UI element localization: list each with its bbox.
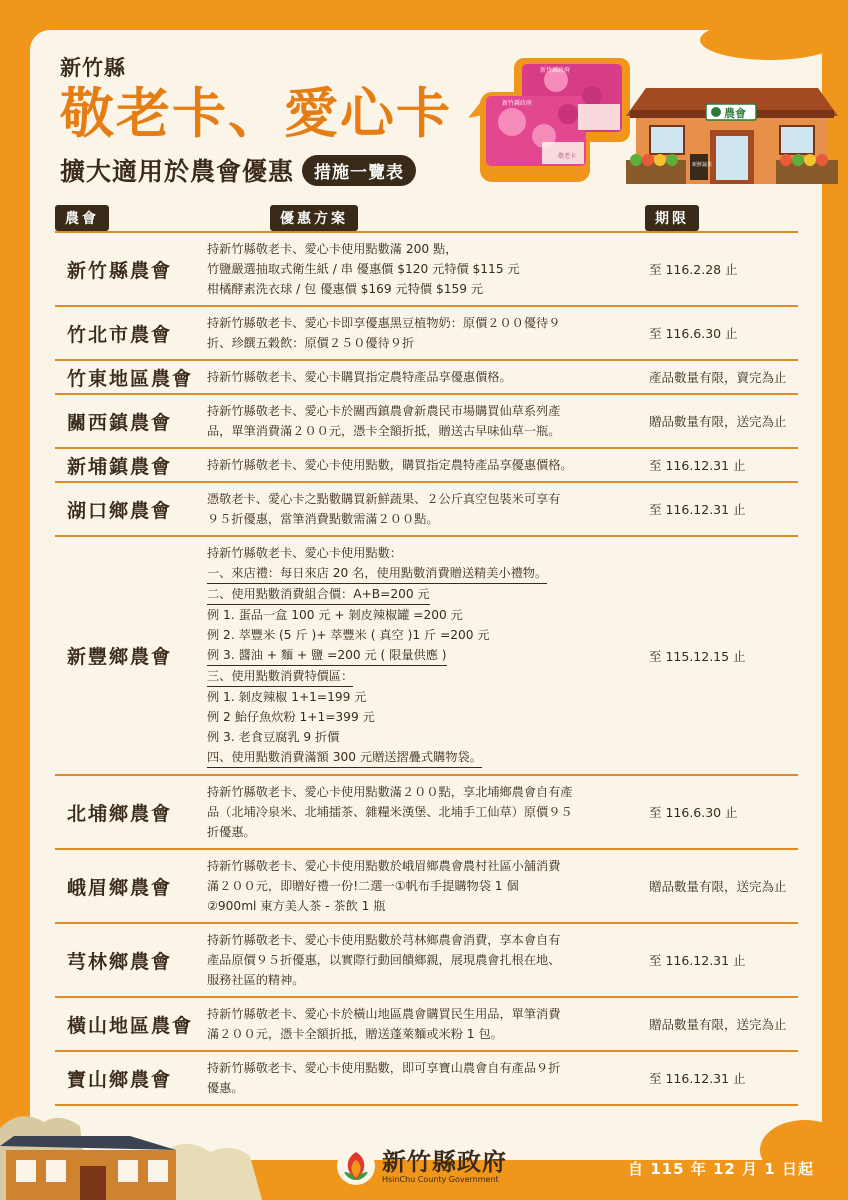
offer-plan <box>207 1052 637 1104</box>
offer-term: 至 116.12.31 止 <box>649 953 746 968</box>
offer-line-text: 滿２００元，即贈好禮一份!二選一①帆布手提購物袋 1 個 <box>207 879 519 893</box>
farmers-association-name: 關西鎮農會 <box>67 411 173 434</box>
leaf-icon <box>336 1146 376 1186</box>
offer-line <box>207 896 637 916</box>
offer-line-text: 服務社區的精神。 <box>207 973 305 987</box>
offer-plan <box>207 483 637 535</box>
offer-line <box>207 645 637 666</box>
offer-line-text: 優惠。 <box>207 1081 244 1095</box>
offer-term: 贈品數量有限，送完為止 <box>649 879 787 894</box>
offer-line <box>207 1078 637 1098</box>
offer-line-text: 例 3. 醬油 + 麵 + 鹽 =200 元 ( 限量供應 ) <box>207 645 447 666</box>
offer-line-text: 憑敬老卡、愛心卡之點數購買新鮮蔬果、２公斤真空包裝米可享有 <box>207 492 561 506</box>
offer-term: 至 116.6.30 止 <box>649 805 738 820</box>
offer-plan <box>207 998 637 1050</box>
offer-line <box>207 509 637 529</box>
logo-chinese: 新竹縣政府 <box>382 1146 507 1176</box>
page-subtitle <box>60 152 416 188</box>
offer-line <box>207 950 637 970</box>
offer-line-text: 三、使用點數消費特價區： <box>207 666 353 687</box>
town-illustration <box>0 1108 330 1200</box>
farmers-association-name: 新埔鎮農會 <box>67 455 173 478</box>
county-name: 新竹縣 <box>60 56 126 80</box>
table-row <box>55 1052 798 1106</box>
shop-illustration <box>626 80 838 188</box>
offer-line-text: ９５折優惠，當筆消費點數需滿２００點。 <box>207 512 439 526</box>
offer-line <box>207 876 637 896</box>
table-row <box>55 233 798 307</box>
offer-line-text: 品，單筆消費滿２００元，憑卡全額折抵，贈送古早味仙草一瓶。 <box>207 424 561 438</box>
offer-line <box>207 625 637 645</box>
farmers-association-name: 新竹縣農會 <box>67 259 173 282</box>
offer-line-text: 持新竹縣敬老卡、愛心卡使用點數： <box>207 546 402 560</box>
logo-text <box>382 1146 507 1184</box>
table-header <box>55 205 798 231</box>
offer-term: 至 116.12.31 止 <box>649 502 746 517</box>
table-row <box>55 998 798 1052</box>
offer-line-text: 持新竹縣敬老卡、愛心卡於橫山地區農會購買民生用品，單筆消費 <box>207 1007 561 1021</box>
offer-term: 至 116.12.31 止 <box>649 1071 746 1086</box>
table-row <box>55 395 798 449</box>
offer-plan <box>207 307 637 359</box>
table-row <box>55 307 798 361</box>
table-row <box>55 361 798 395</box>
offer-line <box>207 584 637 605</box>
farmers-association-name: 峨眉鄉農會 <box>67 876 173 899</box>
table-row <box>55 537 798 776</box>
table-row <box>55 924 798 998</box>
offer-line <box>207 489 637 509</box>
offer-line-text: 持新竹縣敬老卡、愛心卡即享優惠黑豆植物奶：原價２００優待９ <box>207 316 561 330</box>
farmers-association-name: 新豐鄉農會 <box>67 646 173 668</box>
offer-plan <box>207 537 637 774</box>
farmers-association-name: 北埔鄉農會 <box>67 802 173 825</box>
offer-line-text: 持新竹縣敬老卡、愛心卡使用點數滿２００點，享北埔鄉農會自有產 <box>207 785 573 799</box>
offer-plan <box>207 395 637 447</box>
offer-line <box>207 259 637 279</box>
shop-sign: 農會 <box>724 107 746 120</box>
offer-line <box>207 367 637 387</box>
offer-line-text: 柑橘酵素洗衣球 / 包 優惠價 $169 元特價 $159 元 <box>207 282 484 296</box>
farmers-association-name: 橫山地區農會 <box>67 1014 194 1037</box>
offer-line <box>207 930 637 950</box>
farmers-association-name: 芎林鄉農會 <box>67 950 173 973</box>
farmers-association-name: 湖口鄉農會 <box>67 499 173 522</box>
offer-plan <box>207 776 637 848</box>
offer-line-text: 例 3. 老食豆腐乳 9 折價 <box>207 730 340 744</box>
offer-line <box>207 687 637 707</box>
table-row <box>55 483 798 537</box>
offer-line-text: 持新竹縣敬老卡、愛心卡使用點數於峨眉鄉農會農村社區小舖消費 <box>207 859 561 873</box>
logo-english: HsinChu County Government <box>382 1174 499 1184</box>
offer-term: 至 116.12.31 止 <box>649 458 746 473</box>
offer-line <box>207 802 637 822</box>
offer-term: 至 115.12.15 止 <box>649 648 746 664</box>
offer-line-text: 產品原價９５折優惠，以實際行動回饋鄉親，展現農會扎根在地、 <box>207 953 561 967</box>
offer-line-text: ②900ml 東方美人茶 - 茶飲 1 瓶 <box>207 899 386 913</box>
offer-line-text: 例 2. 萃豐米 (5 斤 )+ 萃豐米 ( 真空 )1 斤 =200 元 <box>207 628 490 642</box>
farmers-association-name: 竹東地區農會 <box>67 367 194 390</box>
offer-term: 至 116.2.28 止 <box>649 262 738 277</box>
offer-line <box>207 313 637 333</box>
offer-plan <box>207 449 637 481</box>
farmers-association-name: 竹北市農會 <box>67 323 173 346</box>
offer-line-text: 例 1. 剝皮辣椒 1+1=199 元 <box>207 690 367 704</box>
offer-term: 產品數量有限，賣完為止 <box>649 370 787 385</box>
offer-line-text: 二、使用點數消費組合價：A+B=200 元 <box>207 584 430 605</box>
offer-line-text: 一、來店禮：每日來店 20 名，使用點數消費贈送精美小禮物。 <box>207 563 547 584</box>
offer-line-text: 持新竹縣敬老卡、愛心卡使用點數，即可享寶山農會自有產品９折 <box>207 1061 561 1075</box>
offer-line <box>207 707 637 727</box>
col-header-term: 期限 <box>645 205 699 231</box>
offer-line-text: 折、珍饌五穀飲：原價２５０優待９折 <box>207 336 415 350</box>
offer-plan <box>207 924 637 996</box>
offer-table <box>55 231 798 1106</box>
col-header-name: 農會 <box>55 205 109 231</box>
card-label-front: 新竹縣政府 <box>502 100 533 107</box>
offer-plan <box>207 233 637 305</box>
offer-line-text: 竹鹽嚴選抽取式衛生紙 / 串 優惠價 $120 元特價 $115 元 <box>207 262 520 276</box>
offer-line <box>207 782 637 802</box>
offer-line-text: 例 2 鮐仔魚炊粉 1+1=399 元 <box>207 710 375 724</box>
offer-line <box>207 605 637 625</box>
page-title: 敬老卡、愛心卡 <box>60 82 452 145</box>
offer-line <box>207 1058 637 1078</box>
offer-line-text: 持新竹縣敬老卡、愛心卡使用點數，購買指定農特產品享優惠價格。 <box>207 458 573 472</box>
offer-term: 至 116.6.30 止 <box>649 326 738 341</box>
offer-line <box>207 279 637 299</box>
offer-line <box>207 970 637 990</box>
table-row <box>55 850 798 924</box>
card-label-side: 敬老卡 <box>558 153 577 160</box>
offer-line-text: 持新竹縣敬老卡、愛心卡於關西鎮農會新農民市場購買仙草系列產 <box>207 404 561 418</box>
offer-term: 贈品數量有限，送完為止 <box>649 414 787 429</box>
offer-line <box>207 1024 637 1044</box>
offer-line-text: 四、使用點數消費滿額 300 元贈送摺疊式購物袋。 <box>207 747 482 768</box>
government-logo <box>336 1146 507 1186</box>
offer-line <box>207 856 637 876</box>
offer-line <box>207 421 637 441</box>
offer-line-text: 持新竹縣敬老卡、愛心卡使用點數滿 200 點， <box>207 242 458 256</box>
offer-line <box>207 563 637 584</box>
shop-side-sign: 新鮮蔬果 <box>692 162 713 168</box>
table-row <box>55 449 798 483</box>
offer-term: 贈品數量有限，送完為止 <box>649 1017 787 1032</box>
subtitle-text: 擴大適用於農會優惠 <box>60 157 295 186</box>
cards-illustration <box>462 56 634 188</box>
offer-line <box>207 822 637 842</box>
offer-line-text: 持新竹縣敬老卡、愛心卡購買指定農特產品享優惠價格。 <box>207 370 512 384</box>
effective-date: 自 115 年 12 月 1 日起 <box>628 1160 814 1178</box>
col-header-plan: 優惠方案 <box>270 205 358 231</box>
offer-line-text: 滿２００元，憑卡全額折抵，贈送蓬萊麵或米粉 1 包。 <box>207 1027 503 1041</box>
offer-line <box>207 401 637 421</box>
table-row <box>55 776 798 850</box>
offer-line-text: 折優惠。 <box>207 825 256 839</box>
offer-plan <box>207 850 637 922</box>
brush-top-right <box>700 20 840 60</box>
farmers-association-name: 寶山鄉農會 <box>67 1068 173 1091</box>
offer-line <box>207 455 637 475</box>
card-label-top: 新竹縣政府 <box>540 67 571 74</box>
offer-line <box>207 666 637 687</box>
offer-line-text: 例 1. 蛋品一盒 100 元 + 剝皮辣椒罐 =200 元 <box>207 608 463 622</box>
subtitle-pill: 措施一覽表 <box>302 155 416 186</box>
offer-line <box>207 239 637 259</box>
offer-line <box>207 747 637 768</box>
offer-line <box>207 333 637 353</box>
offer-line-text: 品（北埔冷泉米、北埔擂茶、雜糧米漢堡、北埔手工仙草）原價９５ <box>207 805 573 819</box>
offer-line <box>207 1004 637 1024</box>
offer-plan <box>207 361 637 393</box>
offer-line <box>207 543 637 563</box>
offer-line-text: 持新竹縣敬老卡、愛心卡使用點數於芎林鄉農會消費，享本會自有 <box>207 933 561 947</box>
offer-line <box>207 727 637 747</box>
